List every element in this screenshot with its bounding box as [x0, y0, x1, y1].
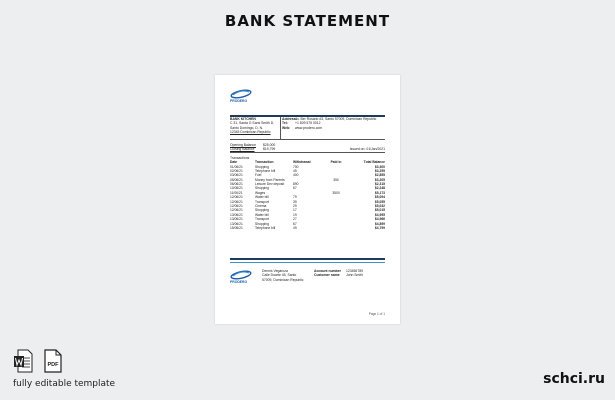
cell-date: 15/06/21 — [230, 226, 243, 230]
cell-total-balance: $4,995 — [374, 212, 385, 217]
account-details — [314, 269, 384, 278]
cell-total-balance: $3,255 — [374, 168, 385, 173]
web-value: www.prodero.com — [295, 125, 323, 130]
closing-balance-value: $19,799 — [263, 147, 276, 152]
cell-total-balance: $5,055 — [374, 199, 385, 204]
balance-summary — [230, 143, 385, 152]
transactions-label: Transactions — [230, 156, 250, 160]
pdf-icon[interactable] — [43, 349, 63, 373]
cell-total-balance: $5,032 — [374, 204, 385, 209]
cell-date: 12/06/21 — [230, 199, 243, 204]
cell-withdrawal: 67 — [293, 221, 297, 226]
column-header: Withdrawal — [293, 160, 311, 165]
cell-total-balance: $3,205 — [374, 177, 385, 182]
customer-name-label: Customer name — [314, 273, 340, 278]
cell-total-balance: $3,300 — [374, 164, 385, 169]
cell-withdrawal: 400 — [293, 173, 299, 178]
cell-date: 03/06/21 — [230, 173, 243, 178]
cell-withdrawal: 19 — [293, 212, 297, 217]
issued-date: Issued on: 01/Jan/2021 — [349, 147, 385, 152]
web-row — [282, 126, 385, 130]
cell-total-balance: $4,966 — [374, 217, 385, 222]
cell-date: 13/06/21 — [230, 221, 243, 226]
cell-date: 10/06/21 — [230, 186, 243, 191]
section-divider — [230, 152, 385, 153]
bank-info-box — [230, 117, 385, 139]
bank-name: BANK KITCHEN — [230, 117, 256, 121]
customer-name-row — [314, 273, 384, 277]
opening-balance-label: Opening Balance — [230, 143, 257, 147]
account-number-label: Account number — [314, 269, 341, 273]
cell-withdrawal: 700 — [293, 164, 299, 169]
cell-date: 12/06/21 — [230, 195, 243, 200]
account-number-value: 123456789 — [346, 269, 363, 273]
cell-transaction: Transport — [255, 199, 269, 204]
footer-rule-accent — [230, 262, 385, 263]
cell-paid-in: 3500 — [332, 190, 340, 195]
cell-date: 05/06/21 — [230, 177, 243, 182]
page-title: BANK STATEMENT — [224, 12, 391, 30]
tel-value: +1 809 575 0012 — [295, 121, 321, 126]
transactions-body — [230, 164, 385, 230]
footer-rule — [230, 258, 385, 260]
web-label: Web: — [282, 125, 291, 130]
opening-balance-value: $25,000 — [263, 143, 276, 147]
column-header: Paid in — [330, 160, 342, 165]
cell-transaction: Transport — [255, 217, 269, 222]
cell-date: 11/06/21 — [230, 190, 243, 195]
cell-transaction: Shopping — [255, 186, 269, 191]
cell-paid-in — [321, 226, 351, 230]
cell-transaction: Water bill — [255, 212, 269, 217]
bank-address-line: Santo Domingo, D. N. — [230, 125, 263, 130]
cell-total-balance: $2,248 — [374, 186, 385, 191]
logo-brand-text: PRODERO — [230, 280, 248, 284]
customer-name-value: John Smith — [346, 273, 363, 278]
cell-total-balance: $2,855 — [374, 173, 385, 178]
tagline: fully editable template — [13, 379, 116, 389]
customer-address-line: Dennis Vegaroza — [262, 269, 288, 273]
pdf-icon-label: PDF — [47, 362, 59, 368]
logo-brand-text: PRODERO — [230, 99, 248, 103]
bank-logo — [230, 88, 260, 106]
cell-total-balance: $4,799 — [374, 226, 385, 230]
bank-contact-block — [282, 117, 385, 130]
site-watermark: schci.ru — [543, 371, 605, 387]
cell-date: 01/06/21 — [230, 164, 243, 169]
customer-address-line: Calle Duarte 45, Santo — [262, 273, 297, 278]
cell-transaction: Telephone bill — [255, 226, 276, 230]
cell-transaction: Wages — [255, 190, 266, 195]
cell-date: 12/06/21 — [230, 204, 243, 209]
cell-transaction: Shopping — [255, 164, 269, 169]
cell-withdrawal: 17 — [293, 208, 297, 213]
cell-total-balance: $5,173 — [374, 190, 385, 195]
closing-balance-label: Closing Balance — [230, 147, 255, 152]
word-icon[interactable] — [13, 349, 33, 373]
cell-withdrawal: 79 — [293, 195, 297, 200]
cell-transaction: Shopping — [255, 208, 269, 213]
format-icons — [13, 349, 73, 373]
cell-withdrawal: 67 — [293, 186, 297, 191]
bank-address-block — [230, 117, 281, 139]
cell-transaction: Leisure Dev deposit — [255, 182, 285, 187]
customer-address-line: 57009, Dominican Republic — [262, 277, 304, 282]
table-row — [230, 226, 385, 230]
cell-total-balance: $4,899 — [374, 221, 385, 226]
cell-transaction: Shopping — [255, 221, 269, 226]
cell-date: 02/06/21 — [230, 168, 243, 173]
transactions-table — [230, 160, 385, 230]
cell-date: 13/06/21 — [230, 212, 243, 217]
cell-transaction: Fuel — [255, 173, 262, 178]
column-header: Transaction — [255, 160, 274, 165]
statement-document — [215, 75, 400, 324]
bank-address-line: 12345 Dominican Republic — [230, 129, 271, 134]
column-header: Total Balance — [363, 160, 385, 165]
cell-total-balance: $5,015 — [374, 208, 385, 213]
cell-transaction: Water bill — [255, 195, 269, 200]
cell-paid-in: 350 — [333, 177, 339, 182]
cell-withdrawal: 49 — [293, 226, 297, 230]
cell-transaction: Money from Parents — [255, 177, 285, 182]
cell-transaction: Cinema — [255, 204, 267, 209]
customer-address — [262, 269, 317, 282]
cell-total-balance: $2,315 — [374, 182, 385, 187]
cell-withdrawal: 39 — [293, 199, 297, 204]
cell-date: 06/06/21 — [230, 182, 243, 187]
cell-withdrawal: 890 — [293, 182, 299, 187]
cell-withdrawal: 27 — [293, 217, 297, 222]
footer-logo — [230, 269, 260, 284]
column-header: Date — [230, 160, 238, 165]
bank-address-line: C 31, Santa G Sans Smith D, — [230, 121, 275, 126]
cell-total-balance: $5,094 — [374, 195, 385, 200]
cell-transaction: Telephone bill — [255, 168, 276, 173]
address-value: Av. Ber Rosario #3, Santo 57009, Dominican Republic — [295, 117, 377, 121]
cell-withdrawal: 29 — [293, 204, 297, 209]
cell-date: 13/06/21 — [230, 217, 243, 222]
page-number: Page 1 of 1 — [368, 312, 385, 316]
cell-date: 12/06/21 — [230, 208, 243, 213]
cell-withdrawal: 45 — [293, 168, 297, 173]
address-label: Address: — [282, 117, 297, 121]
section-divider — [230, 139, 385, 140]
tel-label: Tel: — [282, 121, 288, 126]
